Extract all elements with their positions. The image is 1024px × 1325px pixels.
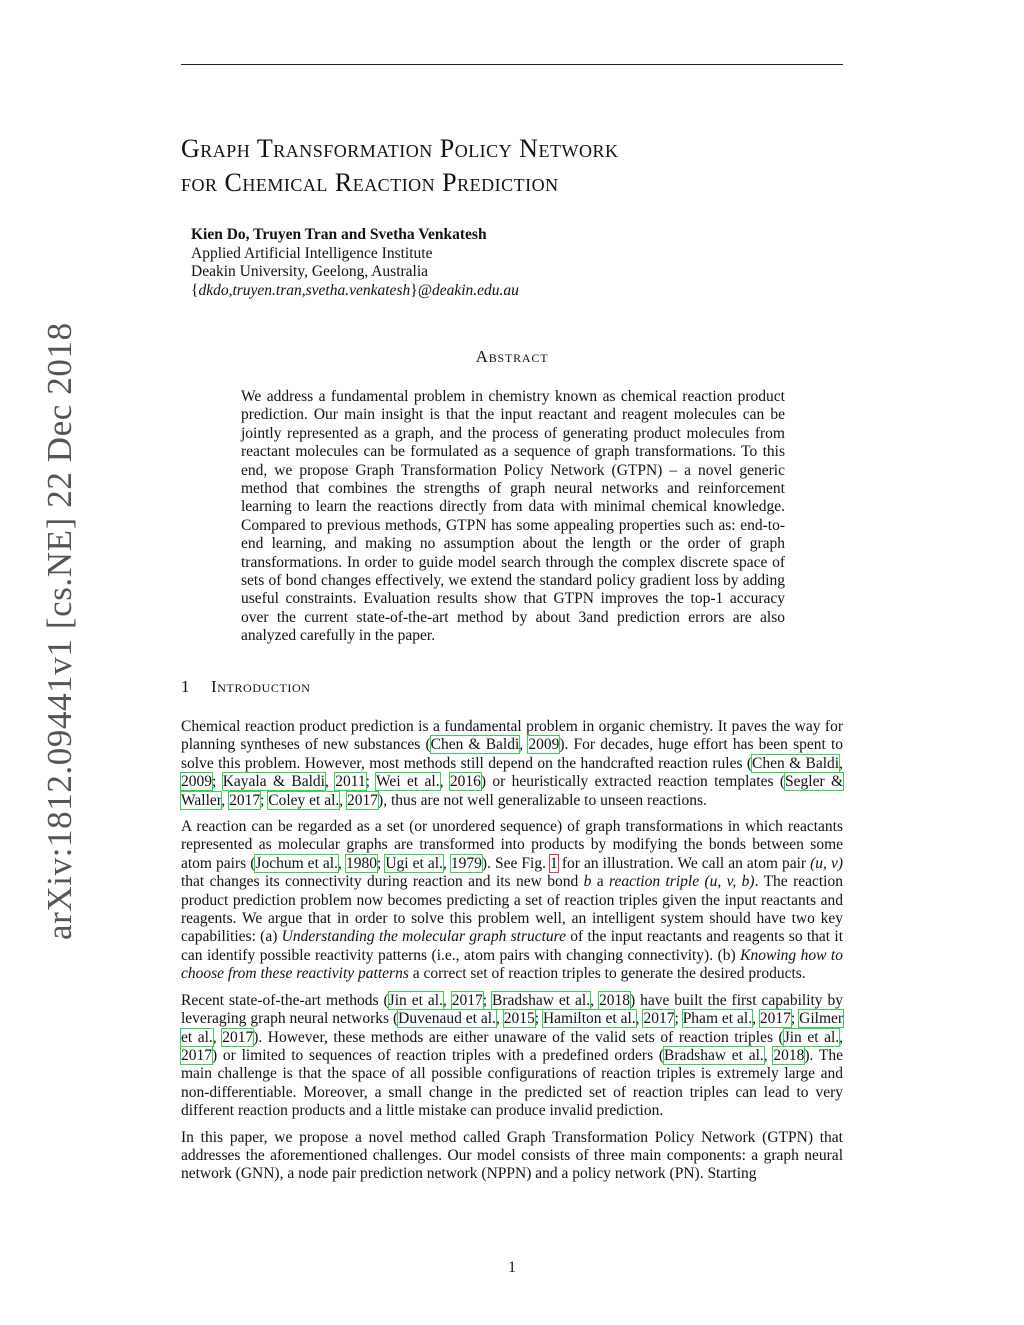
text: Chemical reaction product prediction is a fundamental problem in organic chemistry. It paves the way for planning syntheses of new substances ( bbox=[181, 718, 843, 754]
text: Recent state-of-the-art methods ( bbox=[181, 991, 389, 1009]
abstract-text: We address a fundamental problem in chemistry known as chemical reaction product prediction. Our main insight is that the input reactant and reagent molecules can be jointly represented as a graph, and the process of generating product molecules from reactant molecules can be formulated as a sequence of graph transformations. To this end, we propose Graph Transformation Policy Network (GTPN) – a novel generic method that combines the strengths of graph neural networks and reinforcement learning to learn the reactions directly from data with minimal chemical knowledge. Compared to previous methods, GTPN has some appealing properties such as: end-to-end learning, and making no assumption about the length or the order of graph transformations. In order to guide model search through the complex discrete space of sets of bond changes effectively, we extend the standard policy gradient loss by adding useful constraints. Evaluation results show that GTPN improves the top-1 accuracy over the current state-of-the-art method by about 3and prediction errors are also analyzed carefully in the paper. bbox=[241, 388, 785, 645]
citation-link[interactable]: 2017 bbox=[181, 1046, 212, 1064]
text: ). See Fig. bbox=[481, 854, 551, 872]
text: for an illustration. We call an atom pair bbox=[557, 854, 811, 872]
text: , bbox=[442, 991, 452, 1009]
text: ) or heuristically extracted reaction templates ( bbox=[480, 773, 786, 791]
affiliation-university: Deakin University, Geelong, Australia bbox=[191, 263, 429, 280]
text: ) or limited to sequences of reaction triples with a predefined orders ( bbox=[212, 1046, 665, 1064]
citation-link[interactable]: 2017 bbox=[451, 991, 483, 1009]
citation-link[interactable]: 2016 bbox=[449, 773, 481, 791]
paragraph-1 bbox=[181, 718, 843, 810]
citation-link[interactable]: Coley et al. bbox=[268, 791, 340, 809]
citation-link[interactable]: 1979 bbox=[450, 854, 482, 872]
introduction-body bbox=[181, 718, 843, 1192]
text: , bbox=[324, 773, 336, 791]
email-brace-open: { bbox=[191, 281, 199, 299]
text: ; bbox=[365, 773, 377, 791]
arxiv-identifier[interactable]: arXiv:1812.09441v1 [cs.NE] 22 Dec 2018 bbox=[40, 322, 79, 940]
citation-link[interactable]: 2018 bbox=[598, 991, 630, 1009]
text: of the input reactants and reagents so that it can identify possible reactivity patterns (i.e., atom pairs with changing connectivity). (b) bbox=[181, 928, 843, 964]
math-expression: (u, v, b) bbox=[704, 873, 755, 891]
citation-link[interactable]: Jin et al. bbox=[783, 1028, 840, 1046]
text: a correct set of reaction triples to generate the desired products. bbox=[408, 965, 806, 983]
page-number: 1 bbox=[508, 1259, 516, 1276]
citation-link[interactable]: Pham et al. bbox=[682, 1010, 753, 1028]
text: ) that addresses the aforementioned challenges. Our model consists of three main components: a graph neural network (GNN), a node pair prediction network (NPPN) and a policy network (PN). Starting bbox=[181, 1128, 843, 1183]
email-domain: @deakin.edu.au bbox=[417, 281, 519, 299]
text: . The reaction product prediction problem now becomes predicting a set of reaction triples given the input reactants and reagents. We argue that in order to solve this problem well, an intelligent system should have two key capabilities: (a) bbox=[181, 873, 843, 946]
citation-link[interactable]: Wei et al. bbox=[376, 773, 440, 791]
text: , bbox=[338, 854, 346, 872]
text: , bbox=[763, 1046, 774, 1064]
text: , bbox=[442, 854, 451, 872]
text: ; bbox=[482, 991, 492, 1009]
math-expression: (u, v) bbox=[810, 854, 844, 872]
citation-link[interactable]: 2017 bbox=[759, 1010, 791, 1028]
citation-link[interactable]: 2017 bbox=[347, 791, 379, 809]
citation-link[interactable]: 2017 bbox=[222, 1028, 254, 1046]
text: ; bbox=[790, 1010, 800, 1028]
text: , bbox=[752, 1010, 760, 1028]
citation-link[interactable]: Chen & Baldi bbox=[752, 754, 840, 772]
text: , bbox=[212, 1028, 223, 1046]
title-line-2: for Chemical Reaction Prediction bbox=[181, 168, 559, 197]
paper-title bbox=[181, 132, 843, 200]
text: that changes its connectivity during reaction and its new bond bbox=[181, 873, 584, 891]
citation-link[interactable]: Jochum et al. bbox=[255, 854, 338, 872]
citation-link[interactable]: 1980 bbox=[345, 854, 377, 872]
citation-link[interactable]: Segler & Waller bbox=[181, 773, 844, 809]
text: ). However, these methods are either unaware of the valid sets of reaction triples ( bbox=[253, 1028, 784, 1046]
text: ; bbox=[376, 854, 386, 872]
paragraph-2 bbox=[181, 818, 843, 984]
citation-link[interactable]: 2011 bbox=[335, 773, 366, 791]
citation-link[interactable]: Jin et al. bbox=[388, 991, 443, 1009]
citation-link[interactable]: 2015 bbox=[503, 1010, 535, 1028]
text: ; bbox=[260, 791, 269, 809]
emphasis: reaction triple bbox=[609, 873, 700, 891]
citation-link[interactable]: Gilmer et al. bbox=[181, 1010, 844, 1046]
citation-link[interactable]: 2017 bbox=[229, 791, 261, 809]
emphasis: Understanding the molecular graph structure bbox=[281, 928, 567, 946]
emphasis: Knowing how to choose from these reactivity patterns bbox=[181, 946, 843, 983]
paragraph-3 bbox=[181, 992, 843, 1121]
text: , bbox=[590, 991, 599, 1009]
citation-link[interactable]: 2017 bbox=[643, 1010, 675, 1028]
text: ). For decades, huge effort has been spent to solve this problem. However, most methods still depend on the handcrafted reaction rules ( bbox=[181, 736, 843, 772]
text: ; bbox=[674, 1010, 683, 1028]
citation-link[interactable]: Hamilton et al. bbox=[542, 1010, 636, 1028]
title-line-1: Graph Transformation Policy Network bbox=[181, 134, 619, 163]
top-rule bbox=[181, 64, 843, 65]
section-number: 1 bbox=[181, 677, 191, 696]
text: ; bbox=[534, 1010, 543, 1028]
citation-link[interactable]: 2018 bbox=[773, 1046, 805, 1064]
math-expression: GTPN bbox=[767, 1128, 808, 1146]
text: , bbox=[839, 754, 843, 772]
paragraph-4 bbox=[181, 1129, 843, 1184]
affiliation-institute: Applied Artificial Intelligence Institute bbox=[191, 244, 433, 262]
text: ), thus are not well generalizable to unseen reactions. bbox=[378, 791, 707, 809]
text: , bbox=[839, 1028, 844, 1046]
text: ). The main challenge is that the space of all possible configurations of reaction triples is extremely large and non-differentiable. Moreover, a small change in the predicted set of reaction triples can lead to very different reaction products and a little mistake can produce invalid prediction. bbox=[181, 1046, 843, 1120]
figure-reference-link[interactable]: 1 bbox=[550, 854, 558, 872]
text: , bbox=[439, 773, 450, 791]
citation-link[interactable]: Ugi et al. bbox=[385, 854, 443, 872]
email-brace-close: } bbox=[410, 281, 418, 299]
citation-link[interactable]: Chen & Baldi bbox=[430, 736, 520, 754]
text: ) have built the first capability by leveraging graph neural networks ( bbox=[181, 991, 844, 1028]
citation-link[interactable]: 2009 bbox=[528, 736, 560, 754]
email-users: dkdo,truyen.tran,svetha.venkatesh bbox=[198, 281, 411, 299]
abstract-heading: Abstract bbox=[475, 347, 549, 366]
citation-link[interactable]: 2009 bbox=[181, 773, 212, 791]
section-title: Introduction bbox=[211, 677, 311, 696]
text: A reaction can be regarded as a set (or unordered sequence) of graph transformations in which reactants represented as molecular graphs are transformed into products by modifying the bonds between some atom pairs ( bbox=[181, 818, 843, 872]
math-expression: b bbox=[583, 873, 592, 891]
citation-link[interactable]: Bradshaw et al. bbox=[491, 991, 591, 1009]
citation-link[interactable]: Duvenaud et al. bbox=[398, 1010, 496, 1028]
text: , bbox=[635, 1010, 644, 1028]
text: In this paper, we propose a novel method called Graph Transformation Policy Network ( bbox=[181, 1128, 768, 1146]
text: a bbox=[591, 873, 610, 891]
text: , bbox=[339, 791, 348, 809]
author-names: Kien Do, Truyen Tran and Svetha Venkatesh bbox=[191, 226, 487, 243]
text: , bbox=[221, 791, 230, 809]
text: , bbox=[495, 1010, 504, 1028]
citation-link[interactable]: Bradshaw et al. bbox=[664, 1046, 764, 1064]
author-block bbox=[191, 226, 831, 300]
section-introduction-heading bbox=[181, 677, 843, 697]
author-emails bbox=[191, 282, 831, 301]
citation-link[interactable]: Kayala & Baldi bbox=[222, 773, 325, 791]
text: , bbox=[519, 736, 529, 754]
text: ; bbox=[212, 773, 223, 791]
